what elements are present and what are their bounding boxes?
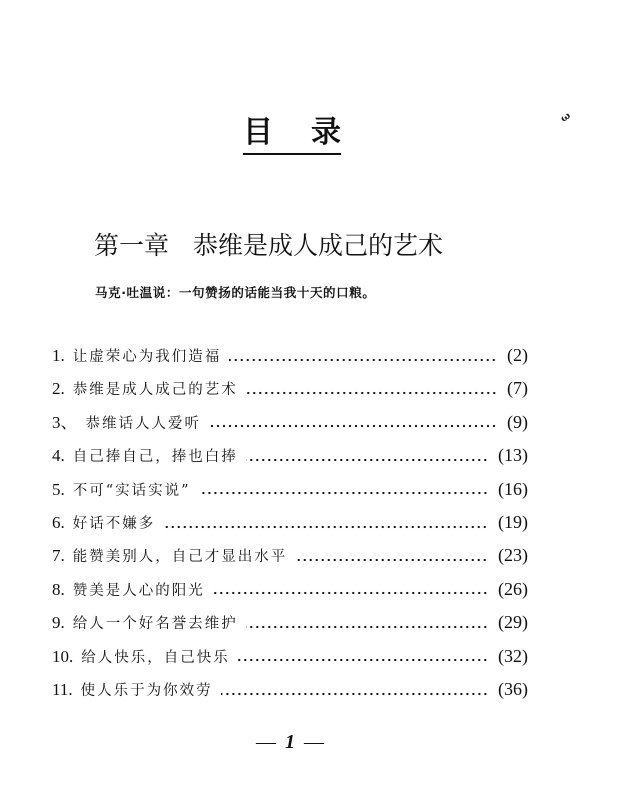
toc-entry-number: 3、 — [52, 412, 78, 432]
chapter-number: 第一章 — [94, 231, 170, 260]
toc-entry-page: (19) — [498, 511, 528, 532]
toc-entry-title: 恭维是成人成己的艺术 — [72, 382, 238, 399]
scan-mark: ω — [558, 110, 573, 125]
toc-entry[interactable] — [52, 407, 528, 440]
toc-entry-title: 不可“实话实说” — [72, 482, 191, 499]
dot-leader — [163, 525, 488, 529]
toc-entry-number: 6. — [52, 512, 65, 532]
toc-list — [52, 340, 528, 707]
toc-entry-title: 给人一个好名誉去维护 — [72, 616, 238, 633]
toc-entry[interactable] — [52, 440, 528, 473]
toc-entry[interactable] — [52, 340, 528, 373]
toc-entry-title: 好话不嫌多 — [72, 515, 156, 532]
toc-entry[interactable] — [52, 540, 528, 573]
dot-leader — [209, 424, 497, 428]
toc-entry[interactable] — [52, 674, 528, 707]
toc-entry-title: 能赞美别人，自己才显出水平 — [72, 549, 288, 566]
toc-entry-number: 1. — [52, 346, 65, 365]
toc-entry-page: (9) — [507, 411, 528, 432]
toc-entry-page: (13) — [498, 445, 528, 466]
dot-leader — [238, 658, 488, 662]
toc-entry-page: (23) — [498, 545, 528, 566]
dot-leader — [246, 458, 488, 462]
page-number-value: 1 — [285, 731, 295, 753]
toc-entry-number: 5. — [52, 479, 65, 499]
toc-title — [243, 113, 341, 155]
toc-entry-number: 10. — [52, 646, 74, 666]
dot-leader — [213, 591, 488, 595]
toc-entry[interactable] — [52, 607, 528, 640]
toc-entry-title: 恭维话人人爱听 — [85, 415, 201, 432]
toc-entry-page: (2) — [507, 345, 528, 365]
toc-entry-title: 使人乐于为你效劳 — [80, 682, 213, 699]
toc-entry-title: 赞美是人心的阳光 — [72, 582, 205, 599]
page-number-dash-left: — — [256, 731, 276, 753]
toc-entry-title: 让虚荣心为我们造福 — [72, 349, 222, 365]
toc-entry-number: 9. — [52, 613, 65, 633]
toc-entry-number: 11. — [52, 679, 73, 699]
toc-entry[interactable] — [52, 641, 528, 674]
toc-entry-page: (32) — [498, 645, 528, 666]
dot-leader — [246, 625, 488, 629]
toc-entry-number: 7. — [52, 546, 65, 566]
toc-entry-page: (16) — [498, 478, 528, 499]
page-number — [250, 729, 330, 755]
toc-entry-page: (29) — [498, 612, 528, 633]
toc-entry-page: (7) — [507, 378, 528, 399]
toc-entry-title: 自己捧自己，捧也白捧 — [72, 449, 238, 466]
toc-entry[interactable] — [52, 574, 528, 607]
toc-entry-title: 给人快乐，自己快乐 — [81, 649, 230, 666]
toc-entry-number: 2. — [52, 379, 65, 399]
toc-entry[interactable] — [52, 373, 528, 406]
toc-entry-number: 4. — [52, 446, 65, 466]
toc-entry[interactable] — [52, 507, 528, 540]
dot-leader — [295, 558, 488, 562]
toc-title-char-2: 录 — [311, 115, 341, 150]
dot-leader — [221, 692, 488, 696]
dot-leader — [229, 358, 497, 362]
toc-title-char-1: 目 — [243, 115, 273, 150]
toc-entry-page: (36) — [498, 678, 528, 699]
dot-leader — [199, 491, 488, 495]
chapter-heading — [94, 229, 524, 263]
chapter-title: 恭维是成人成己的艺术 — [193, 231, 444, 260]
page-number-dash-right: — — [304, 731, 324, 753]
dot-leader — [246, 391, 497, 395]
toc-entry-number: 8. — [52, 579, 65, 599]
toc-entry-page: (26) — [498, 578, 528, 599]
toc-entry[interactable] — [52, 474, 528, 507]
chapter-quote: 马克·吐温说：一句赞扬的话能当我十天的口粮。 — [95, 285, 376, 300]
